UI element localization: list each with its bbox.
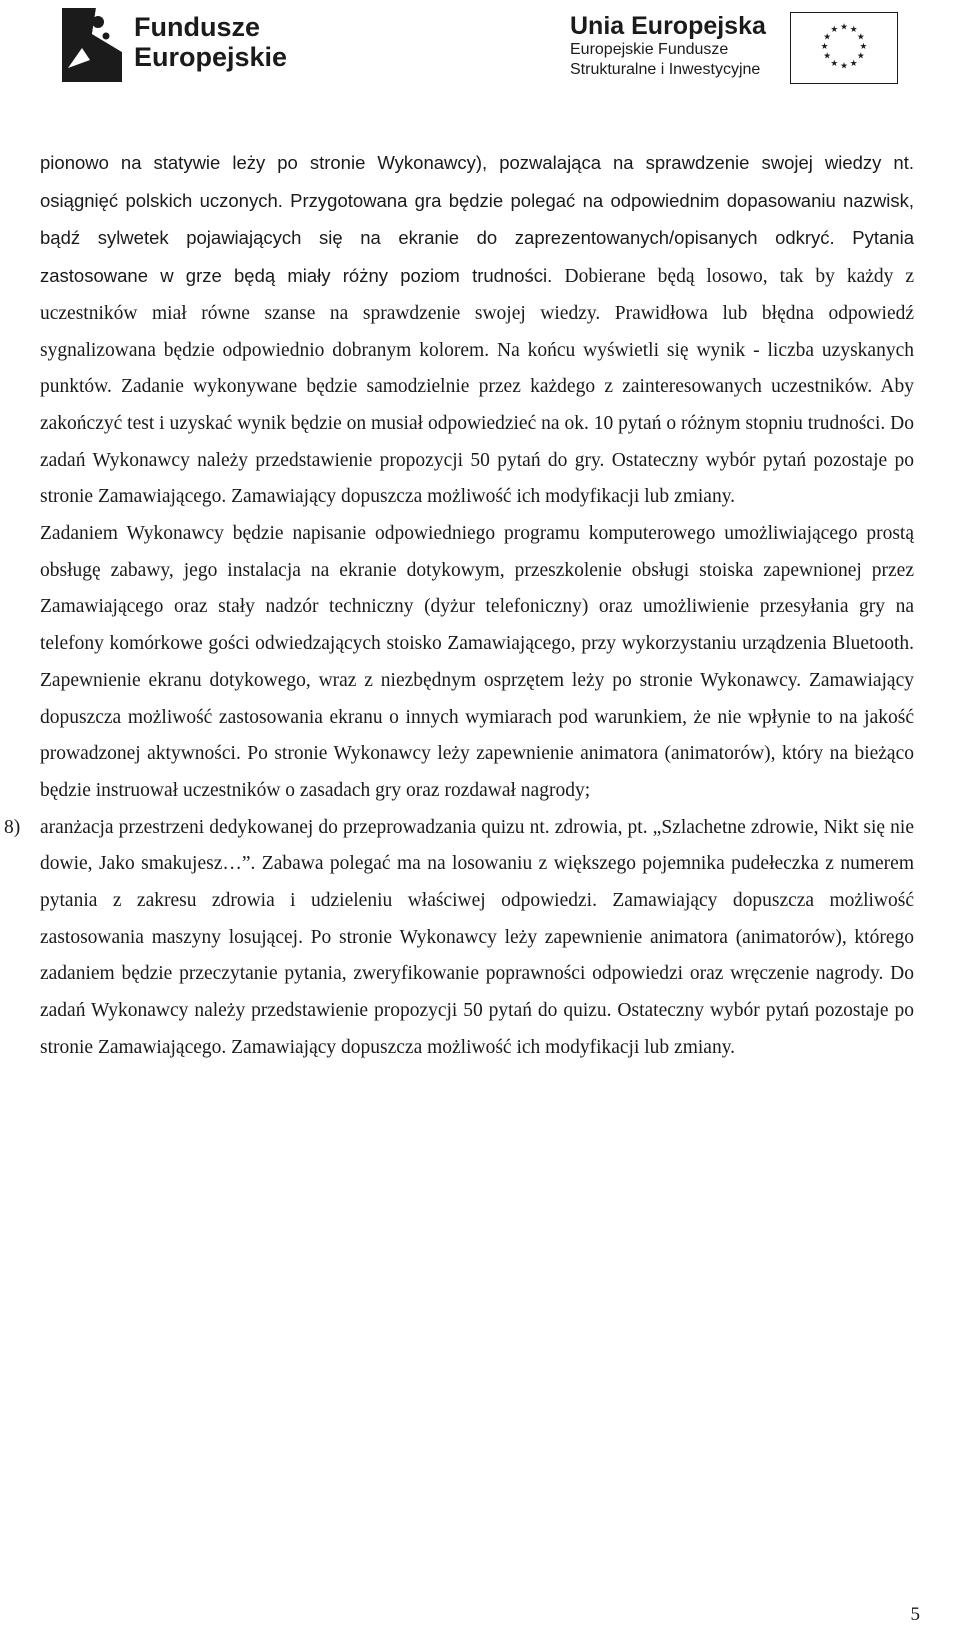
- paragraph-segment-sans: pionowo na statywie leży po stronie Wykonawcy), pozwalająca na sprawdzenie swojej wiedzy nt. osiągnięć polskich uczonych. Przygotowana gra będzie polegać na odpowiednim dopasowaniu nazwisk, bądź sylwetek pojawiających się na ekranie do zaprezentowanych/opisanych odkryć. Pytania zastosowane w grze będą miały różny poziom trudności.: [40, 152, 914, 287]
- document-body: [4, 145, 914, 1067]
- svg-text:★: ★: [830, 25, 839, 36]
- svg-text:★: ★: [849, 25, 858, 36]
- svg-text:★: ★: [820, 41, 829, 52]
- page-header: [0, 0, 960, 100]
- svg-text:★: ★: [856, 32, 865, 43]
- svg-text:★: ★: [830, 58, 839, 69]
- eu-title: Unia Europejska: [570, 12, 766, 40]
- list-item-8: [4, 810, 914, 1067]
- paragraph-segment-serif: Dobierane będą losowo, tak by każdy z uczestników miał równe szanse na sprawdzenie swojej wiedzy. Prawidłowa lub błędna odpowiedź sygnalizowana będzie odpowiednio dobranym kolorem. Na końcu wyświetli się wynik - liczba uzyskanych punktów. Zadanie wykonywane będzie samodzielnie przez każdego z zainteresowanych uczestników. Aby zakończyć test i uzyskać wynik będzie on musiał odpowiedzieć na ok. 10 pytań o różnym stopniu trudności. Do zadań Wykonawcy należy przedstawienie propozycji 50 pytań do gry. Ostateczny wybór pytań pozostaje po stronie Zamawiającego. Zamawiający dopuszcza możliwość ich modyfikacji lub zmiany.: [40, 266, 914, 508]
- eu-line3: Strukturalne i Inwestycyjne: [570, 61, 761, 78]
- svg-text:★: ★: [840, 22, 848, 33]
- svg-text:★: ★: [849, 58, 858, 69]
- svg-text:★: ★: [840, 61, 848, 72]
- svg-text:★: ★: [859, 41, 868, 52]
- list-item-number: 8): [4, 816, 21, 838]
- eu-flag-icon: [790, 12, 898, 84]
- fundusze-europejskie-logo-text: [134, 12, 287, 72]
- list-item-text: aranżacja przestrzeni dedykowanej do przeprowadzania quizu nt. zdrowia, pt. „Szlachetne zdrowie, Nikt się nie dowie, Jako smakujesz…”. Zabawa polegać ma na losowaniu z większego pojemnika pudełeczka z numerem pytania z zakresu zdrowia i udzieleniu właściwej odpowiedzi. Zamawiający dopuszcza możliwość zastosowania maszyny losującej. Po stronie Wykonawcy leży zapewnienie animatora (animatorów), którego zadaniem będzie przeczytanie pytania, zweryfikowanie poprawności odpowiedzi oraz wręczenie nagrody. Do zadań Wykonawcy należy przedstawienie propozycji 50 pytań do quizu. Ostateczny wybór pytań pozostaje po stronie Zamawiającego. Zamawiający dopuszcza możliwość ich modyfikacji lub zmiany.: [40, 816, 914, 1058]
- fe-line2: Europejskie: [134, 42, 288, 72]
- fe-line1: Fundusze: [134, 12, 260, 42]
- svg-text:★: ★: [823, 32, 832, 43]
- paragraph-game-description: [40, 145, 914, 516]
- unia-europejska-logo-text: [570, 12, 766, 80]
- paragraph-contractor-tasks: Zadaniem Wykonawcy będzie napisanie odpowiedniego programu komputerowego umożliwiającego prostą obsługę zabawy, jego instalacja na ekranie dotykowym, przeszkolenie obsługi stoiska zapewnionej przez Zamawiającego oraz stały nadzór techniczny (dyżur telefoniczny) oraz umożliwienie przesyłania gry na telefony komórkowe gości odwiedzających stoisko Zamawiającego, przy wykorzystaniu urządzenia Bluetooth. Zapewnienie ekranu dotykowego, wraz z niezbędnym osprzętem leży po stronie Wykonawcy. Zamawiający dopuszcza możliwość zastosowania ekranu o innych wymiarach pod warunkiem, że nie wpłynie to na jakość prowadzonej aktywności. Po stronie Wykonawcy leży zapewnienie animatora (animatorów), który na bieżąco będzie instruował uczestników o zasadach gry oraz rozdawał nagrody;: [40, 523, 914, 801]
- page-number: 5: [910, 1604, 920, 1625]
- svg-text:★: ★: [856, 51, 865, 62]
- eu-line2: Europejskie Fundusze: [570, 41, 729, 58]
- svg-text:★: ★: [823, 51, 832, 62]
- fundusze-europejskie-logo-icon: [62, 8, 122, 82]
